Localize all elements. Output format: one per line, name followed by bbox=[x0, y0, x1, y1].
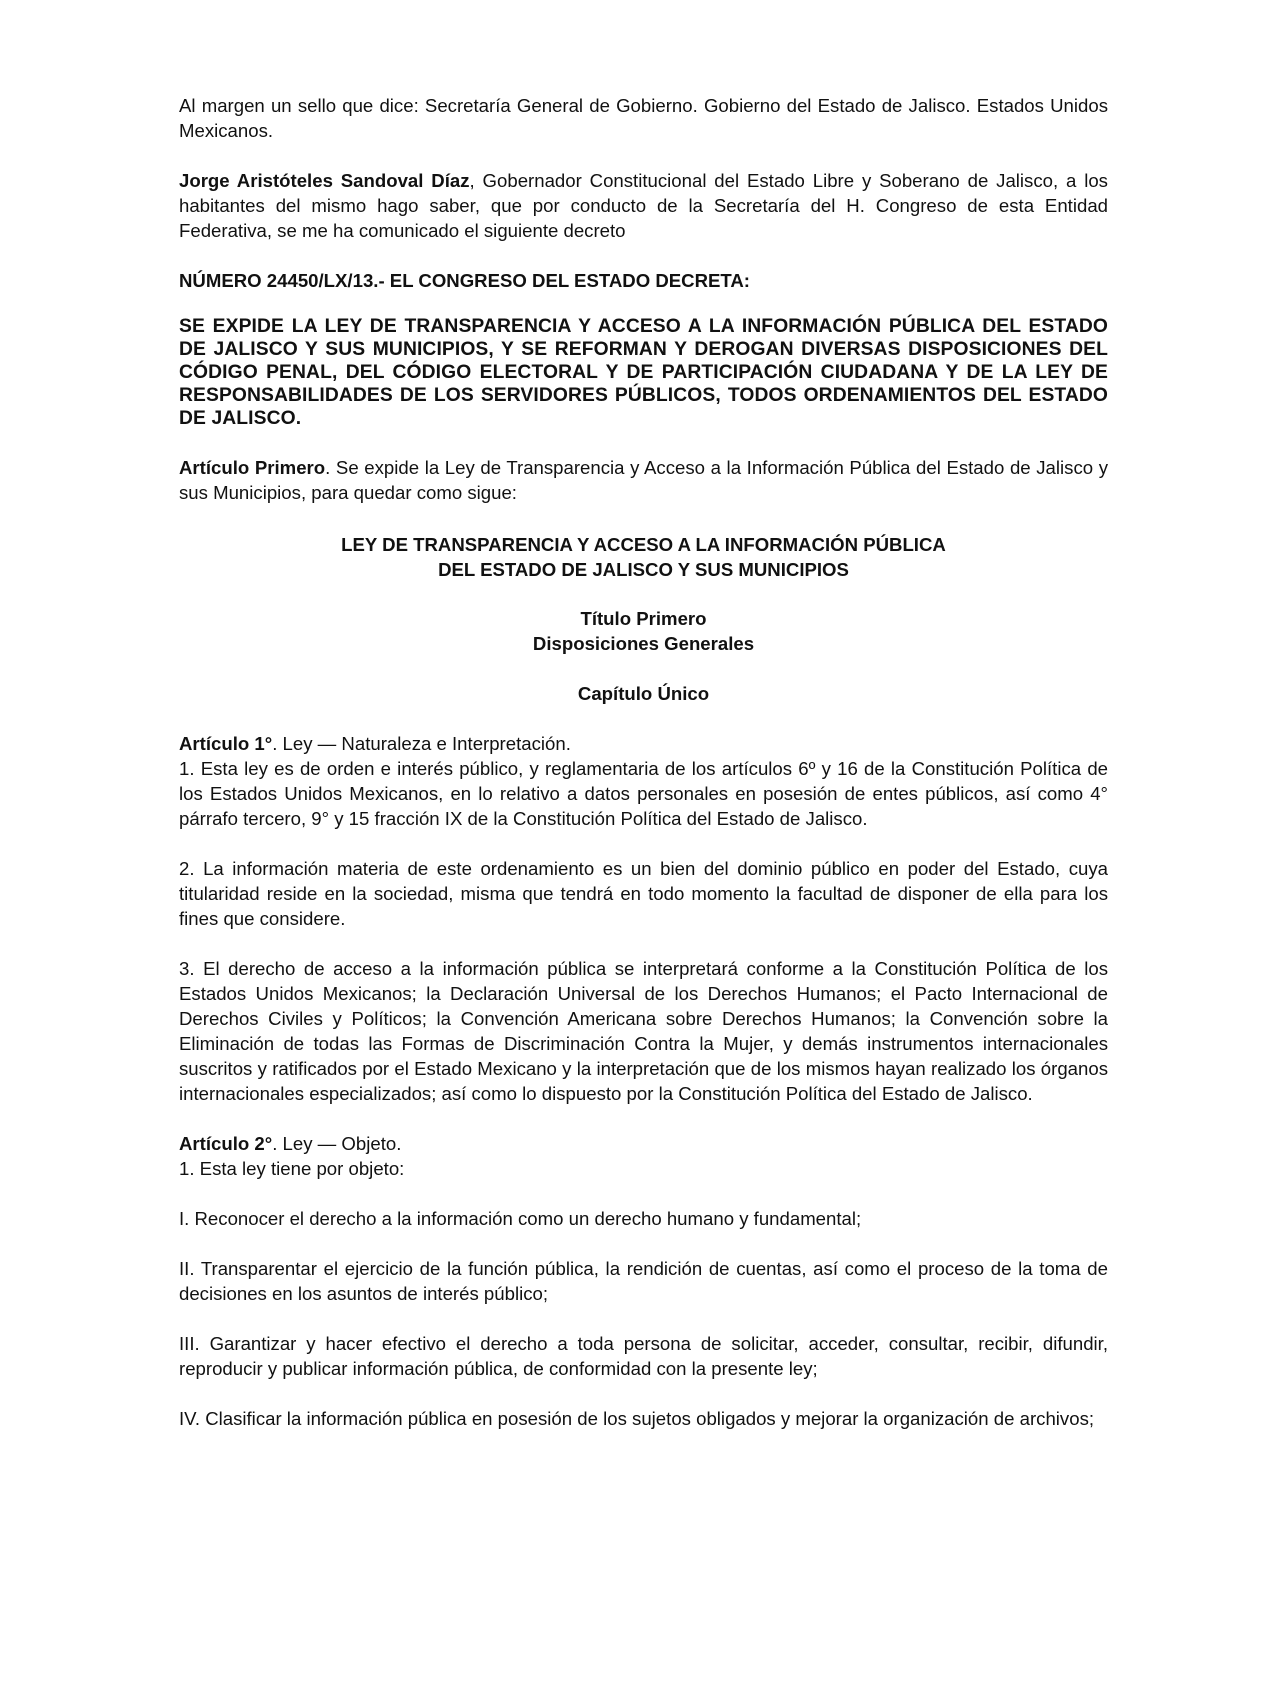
article2-heading bbox=[179, 1131, 1108, 1156]
article1-heading bbox=[179, 731, 1108, 756]
article1-paragraph-1: 1. Esta ley es de orden e interés público, y reglamentaria de los artículos 6º y 16 de la Constitución Política de los Estados Unidos Mexicanos, en lo relativo a datos personales en posesión de entes públicos, así como 4° párrafo tercero, 9° y 15 fracción IX de la Constitución Política del Estado de Jalisco. bbox=[179, 758, 1108, 829]
governor-text: , Gobernador Constitucional del Estado Libre y Soberano de Jalisco, a los habitantes del mismo hago saber, que por conducto de la Secretaría del H. Congreso de esta Entidad Federativa, se me ha comunicado el siguiente decreto bbox=[179, 170, 1108, 241]
law-heading-line2: DEL ESTADO DE JALISCO Y SUS MUNICIPIOS bbox=[438, 559, 849, 580]
article1-paragraph-3: 3. El derecho de acceso a la información pública se interpretará conforme a la Constitución Política de los Estados Unidos Mexicanos; la Declaración Universal de los Derechos Humanos; el Pacto Internacional de Derechos Civiles y Políticos; la Convención Americana sobre Derechos Humanos; la Convención sobre la Eliminación de todas las Formas de Discriminación Contra la Mujer, y demás instrumentos internacionales suscritos y ratificados por el Estado Mexicano y la interpretación que de los mismos hayan realizado los órganos internacionales especializados; así como lo dispuesto por la Constitución Política del Estado de Jalisco. bbox=[179, 958, 1108, 1104]
title-disposiciones: Disposiciones Generales bbox=[532, 633, 755, 654]
decree-title: SE EXPIDE LA LEY DE TRANSPARENCIA Y ACCESO A LA INFORMACIÓN PÚBLICA DEL ESTADO DE JALISCO Y SUS MUNICIPIOS, Y SE REFORMAN Y DEROGAN DIVERSAS DISPOSICIONES DEL CÓDIGO PENAL, DEL CÓDIGO ELECTORAL Y DE PARTICIPACIÓN CIUDADANA Y DE LA LEY DE RESPONSABILIDADES DE LOS SERVIDORES PÚBLICOS, TODOS ORDENAMIENTOS DEL ESTADO DE JALISCO. bbox=[179, 316, 1108, 429]
article2-heading-text: . Ley — Objeto. bbox=[272, 1133, 402, 1154]
governor-paragraph bbox=[179, 168, 1108, 243]
article2-item-4: IV. Clasificar la información pública en posesión de los sujetos obligados y mejorar la organización de archivos; bbox=[179, 1408, 1095, 1429]
article-primero-text: . Se expide la Ley de Transparencia y Acceso a la Información Pública del Estado de Jalisco y sus Municipios, para quedar como sigue: bbox=[179, 457, 1108, 503]
article2-item-2: II. Transparentar el ejercicio de la función pública, la rendición de cuentas, así como el proceso de la toma de decisiones en los asuntos de interés público; bbox=[179, 1258, 1108, 1304]
law-heading-line1: LEY DE TRANSPARENCIA Y ACCESO A LA INFORMACIÓN PÚBLICA bbox=[341, 534, 946, 555]
article2-item-1: I. Reconocer el derecho a la información como un derecho humano y fundamental; bbox=[179, 1208, 862, 1229]
title-heading bbox=[179, 606, 1108, 656]
title-primero: Título Primero bbox=[580, 608, 707, 629]
article1-paragraph-2: 2. La información materia de este ordenamiento es un bien del dominio público en poder del Estado, cuya titularidad reside en la sociedad, misma que tendrá en todo momento la facultad de disponer de ella para los fines que considere. bbox=[179, 858, 1108, 929]
article1-heading-text: . Ley — Naturaleza e Interpretación. bbox=[272, 733, 571, 754]
article-primero bbox=[179, 455, 1108, 505]
chapter-heading: Capítulo Único bbox=[577, 683, 710, 704]
decree-number: NÚMERO 24450/LX/13.- EL CONGRESO DEL ESTADO DECRETA: bbox=[179, 270, 751, 291]
governor-name: Jorge Aristóteles Sandoval Díaz bbox=[179, 170, 470, 191]
article-primero-label: Artículo Primero bbox=[179, 457, 326, 478]
article2-intro: 1. Esta ley tiene por objeto: bbox=[179, 1158, 405, 1179]
margin-note: Al margen un sello que dice: Secretaría General de Gobierno. Gobierno del Estado de Jalisco. Estados Unidos Mexicanos. bbox=[179, 95, 1108, 141]
article1-label: Artículo 1° bbox=[179, 733, 273, 754]
article2-label: Artículo 2° bbox=[179, 1133, 273, 1154]
article2-item-3: III. Garantizar y hacer efectivo el derecho a toda persona de solicitar, acceder, consultar, recibir, difundir, reproducir y publicar información pública, de conformidad con la presente ley; bbox=[179, 1333, 1108, 1379]
law-heading bbox=[179, 532, 1108, 582]
